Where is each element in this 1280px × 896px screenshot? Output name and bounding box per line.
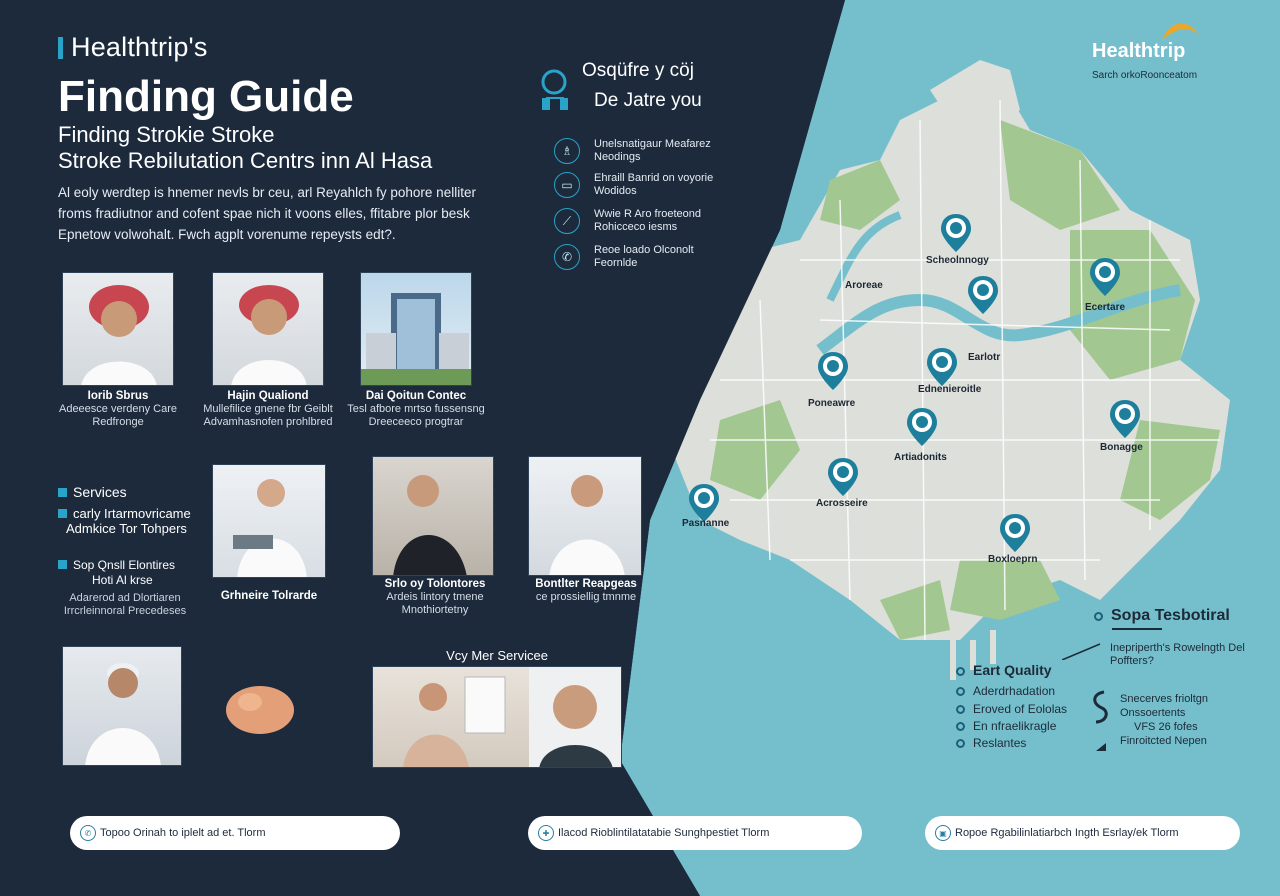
feature-item: ♗ Unelsnatigaur Meafarez Neodings [554,138,734,164]
features-title: Osqüfre y cöj De Jatre you [582,60,702,111]
subtitle-2: Stroke Rebilutation Centrs inn Al Hasa [58,148,433,173]
legend-heading: Eart Quality [956,662,1052,678]
logo-name: Healthtrip [1092,40,1186,62]
screen-icon: ▭ [554,172,580,198]
map-label[interactable]: Poneawre [808,398,856,409]
caption: Hajin Qualiond Mullefilice gnene fbr Geiblt Advamhasnofen prohlbred [203,390,333,428]
caption: Dai Qoitun Contec Tesl afbore mrtso fussensng Dreeceeco progtrar [347,390,485,428]
feature-item: ⟋ Wwie R Aro froeteond Rohicceco iesms [554,208,734,234]
legend-note: Inepriperth's Rowelngth Del Poffters? [1110,642,1245,667]
hospital-icon: ✚ [538,825,554,841]
caption: Bontlter Reapgeas ce prossiellig tmnme [535,578,637,603]
legend-item: Eroved of Eololas [956,702,1067,716]
brand-heading: Healthtrip's [58,32,208,63]
subtitle-1: Finding Strokie Stroke [58,122,275,147]
clinic-icon: ▣ [935,825,951,841]
services-heading: Services [58,484,127,500]
map-label[interactable]: Boxloeprn [988,554,1038,565]
map-label[interactable]: Acrosseire [816,498,868,509]
phone-icon: ✆ [80,825,96,841]
legend-right: Snecerves frioltgn Onssoertents VFS 26 fofes Finroitcted Nepen [1120,693,1209,747]
map-label[interactable]: Pasnanne [682,518,730,529]
caption: Grhneire Tolrarde [220,590,318,602]
legend-item: Reslantes [956,736,1026,750]
map-label[interactable]: Ednenieroitle [918,384,982,395]
intro-text: Al eoly werdtep is hnemer nevls br ceu, arl Reyahlch fy pohore nelliter froms fradiutnor and cofent spae nich it voons elles, ffitabre plor besk Epnetow volwohalt. Fwch agplt vorenume repeysts edt?. [58,185,476,242]
doctor-icon: ♗ [554,138,580,164]
syringe-icon: ⟋ [554,208,580,234]
service-item: carly Irtarmovricame Admkice Tor Tohpers [58,506,208,536]
map-label[interactable]: Artiadonits [894,452,947,463]
map-label[interactable]: Bonagge [1100,442,1143,453]
service-item: Sop Qnsll Elontires Hoti Al krse [58,558,208,588]
more-services-heading: Vcy Mer Servicee [446,648,548,663]
legend-divider [1112,628,1162,630]
map-label[interactable]: Aroreae [845,280,883,291]
map-label[interactable]: Earlotr [968,352,1001,363]
map-label[interactable]: Scheolnnogy [926,255,989,266]
map-label[interactable]: Ecertare [1085,302,1126,313]
feature-item: ✆ Reoe loado Olconolt Feornlde [554,244,734,270]
service-desc: Adarerod ad Dlortiaren Irrcrleinnoral Precedeses [63,592,187,617]
legend-item: En nfraelikragle [956,719,1056,733]
legend-item: Aderdrhadation [956,684,1055,698]
page-title: Finding Guide [58,72,354,121]
contact-pill-1[interactable]: ✆ Topoo Orinah to iplelt ad et. Tlorm [70,816,400,850]
contact-pill-2[interactable]: ✚ Ilacod Rioblintilatatabie Sunghpestiet Tlorm [528,816,862,850]
stroke-ribbon-icon [1090,690,1114,724]
caption: Iorib Sbrus Adeeesce verdeny Care Redfronge [58,390,177,428]
feature-item: ▭ Ehraill Banrid on voyorie Wodidos [554,172,734,198]
legend-pointer [1062,640,1102,660]
phone-icon: ✆ [554,244,580,270]
arrow-icon [1094,740,1114,752]
legend-title: Sopa Tesbotiral [1094,607,1230,625]
caption: Srlo oy Tolontores Ardeis lintory tmene Mnothiortetny [384,578,486,616]
contact-pill-3[interactable]: ▣ Ropoe Rgabilinlatiarbch Ingth Esrlay/ek Tlorm [925,816,1240,850]
logo-tagline: Sarch orkoRoonceatom [1092,70,1198,81]
